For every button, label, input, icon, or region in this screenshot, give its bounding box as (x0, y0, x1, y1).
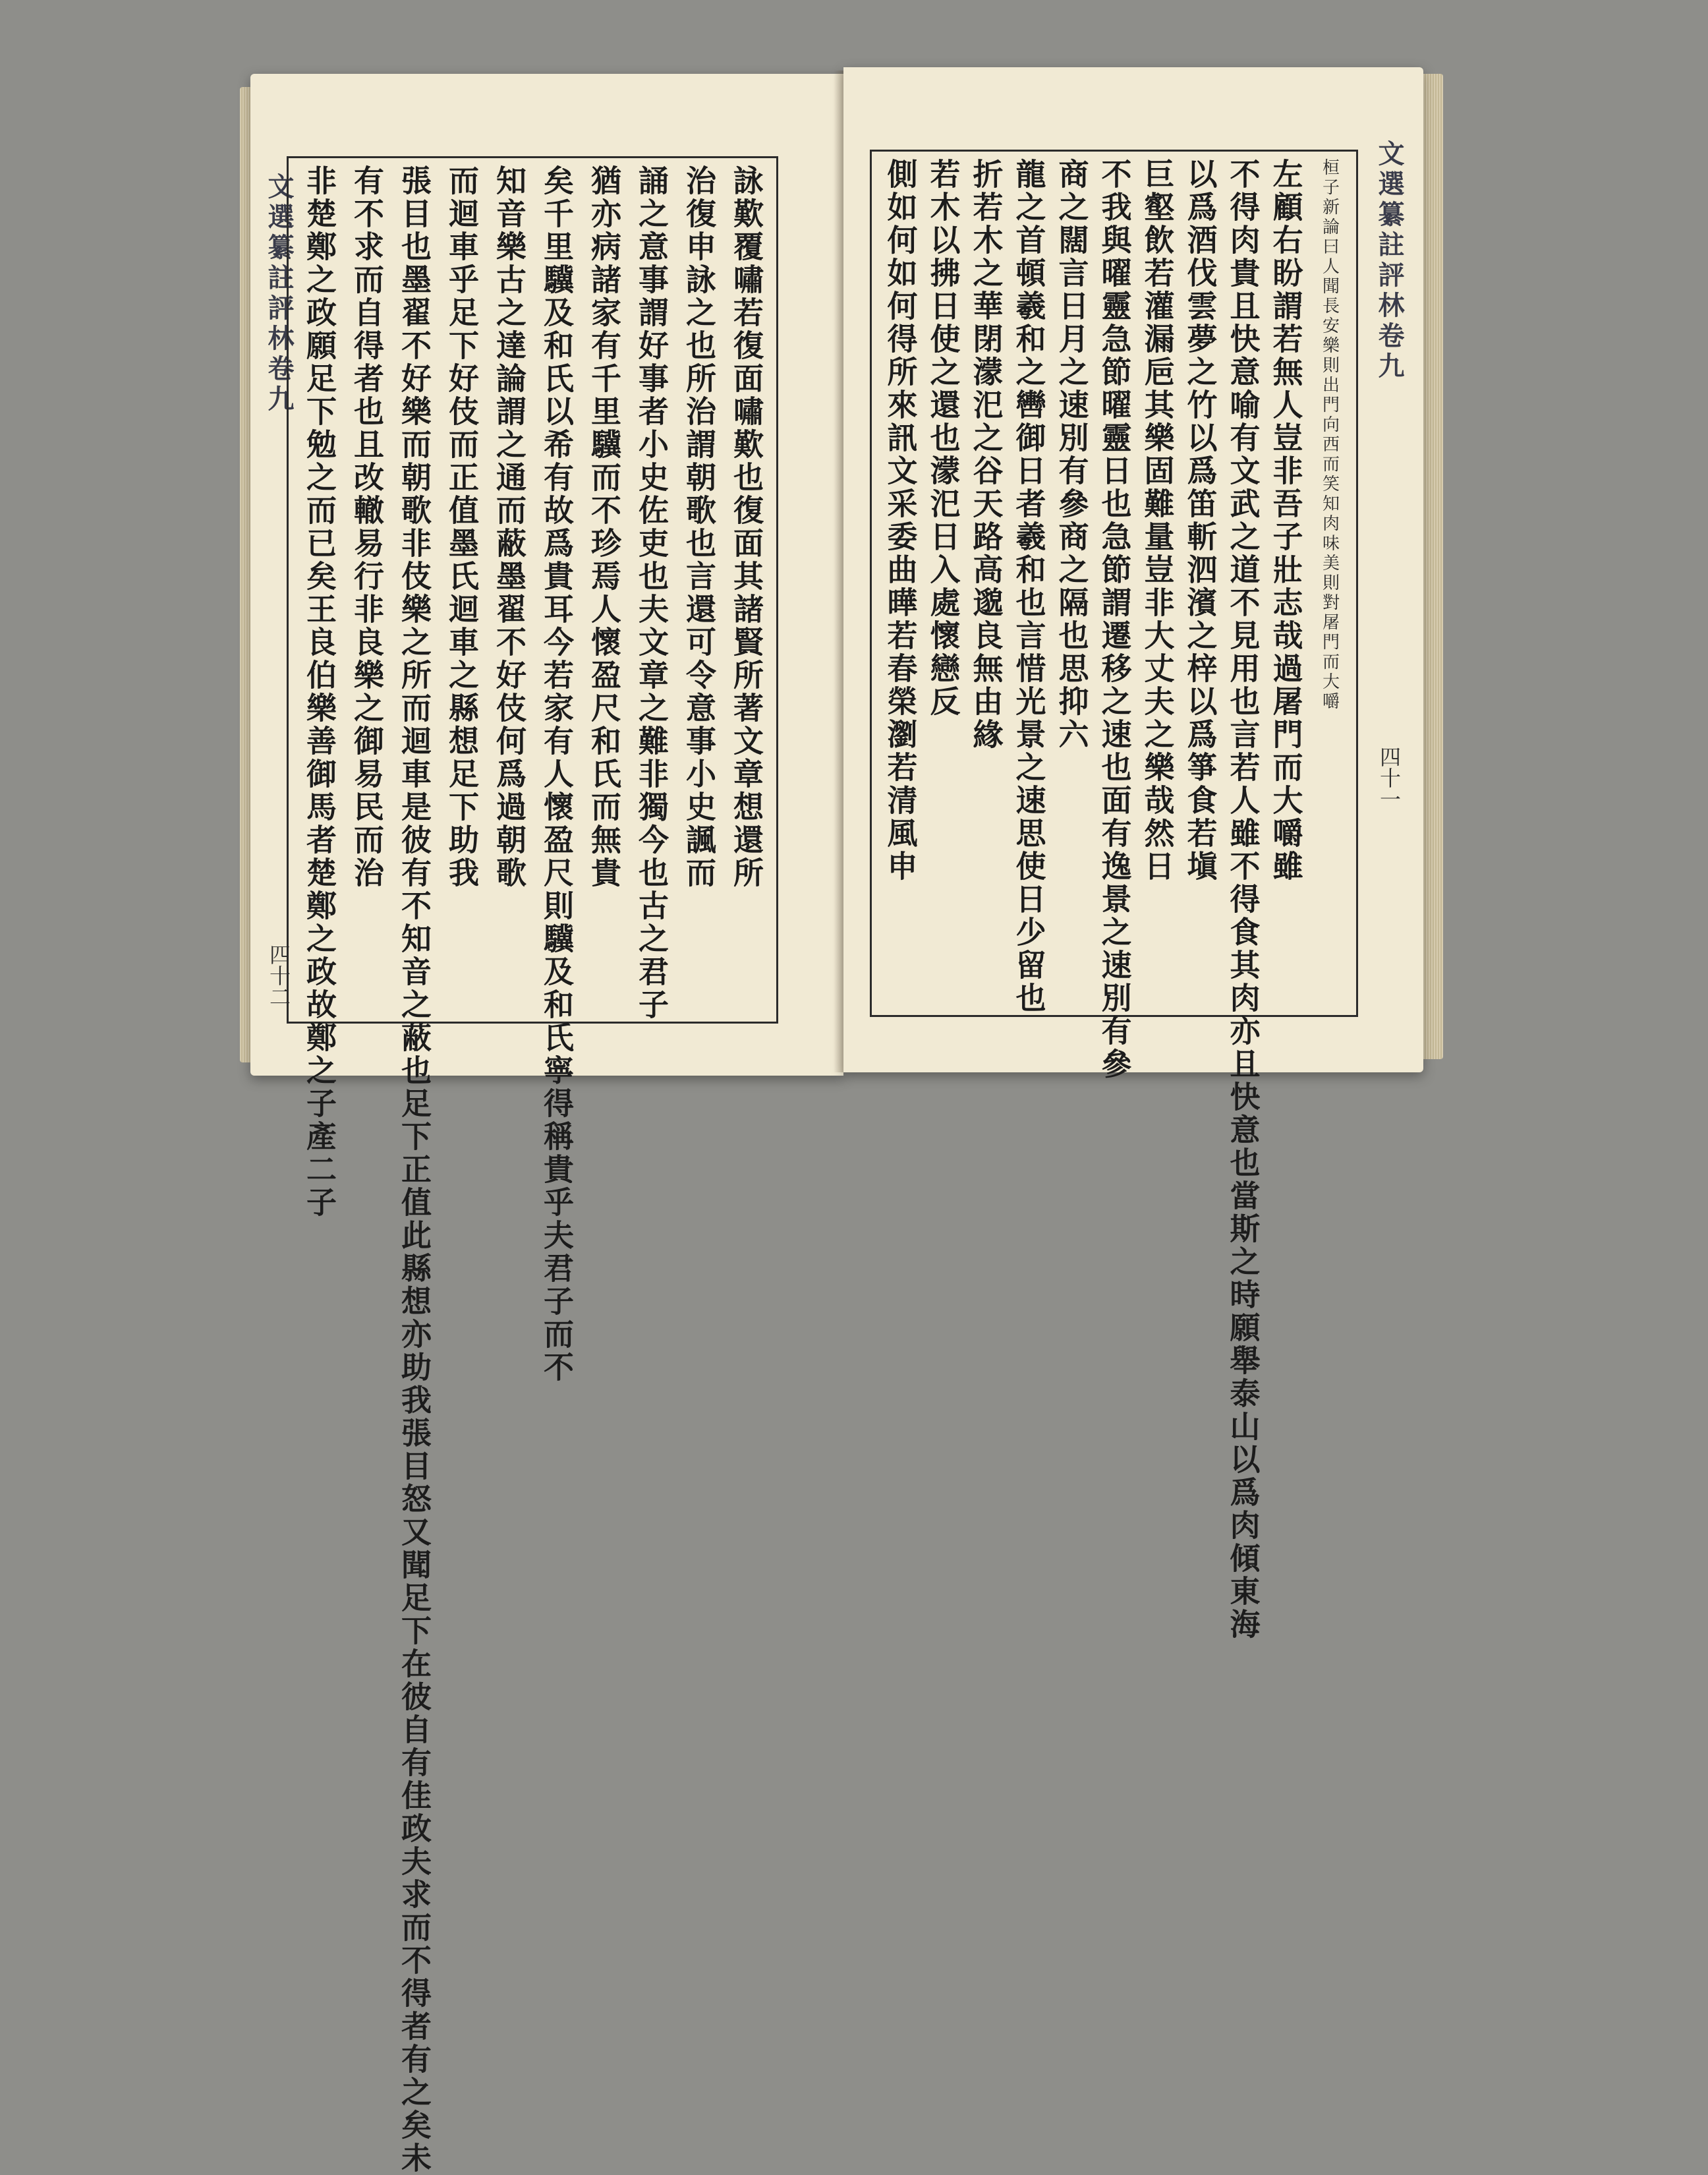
text-column: 張目也墨翟不好樂而朝歌非伎樂之所而迴車是彼有不知音之蔽也足下正值此縣想亦助我張目怒又聞足下在彼自有佳政夫求而不得者有之矣未 (397, 165, 432, 2175)
text-column: 誦之意事謂好事者小史佐吏也夫文章之難非獨今也古之君子 (634, 165, 669, 1022)
text-column: 巨壑飲若灌漏巵其樂固難量豈非大丈夫之樂哉然日 (1139, 158, 1176, 883)
text-column: 治復申詠之也所治謂朝歌也言還可令意事小史諷而 (681, 165, 717, 890)
text-column: 若木以拂日使之還也濛汜日入處懷戀反 (925, 158, 961, 718)
left-page (250, 74, 843, 2175)
left-margin-title: 文選纂註評林卷九 (264, 173, 295, 415)
right-folio: 四十一 (1377, 746, 1402, 809)
right-text-frame (870, 150, 1358, 1641)
text-column: 知音樂古之達論謂之通而蔽墨翟不好伎何爲過朝歌 (492, 165, 527, 890)
left-folio: 四十二 (266, 944, 291, 1007)
text-column: 商之闊言日月之速別有參商之隔也思抑六 (1054, 158, 1090, 751)
open-book (250, 61, 1456, 2175)
text-column: 猶亦病諸家有千里驥而不珍焉人懷盈尺和氏而無貴 (586, 165, 622, 890)
book-edge-right (1423, 74, 1443, 1059)
text-column: 不得肉貴且快意喻有文武之道不見用也言若人雖不得食其肉亦且快意也當斯之時願舉泰山以爲肉傾東海 (1225, 158, 1261, 1641)
right-page (843, 67, 1423, 1641)
text-column: 非楚鄭之政願足下勉之而已矣王良伯樂善御馬者楚鄭之政故鄭之子產二子 (302, 165, 337, 1219)
text-column: 以爲酒伐雲夢之竹以爲笛斬泗濱之梓以爲箏食若塡 (1182, 158, 1218, 883)
text-column: 不我與曜靈急節曜靈日也急節謂遷移之速也面有逸景之速別有參 (1096, 158, 1133, 1081)
left-text-frame (287, 156, 778, 2175)
text-column: 折若木之華閉濛汜之谷天路高邈良無由緣 (968, 158, 1004, 751)
text-column: 有不求而自得者也且改轍易行非良樂之御易民而治 (349, 165, 385, 890)
text-column: 詠歎覆嘯若復面嘯歎也復面其諸賢所著文章想還所 (729, 165, 764, 890)
text-column: 而迴車乎足下好伎而正值墨氏迴車之縣想足下助我 (444, 165, 480, 890)
right-margin-title: 文選纂註評林卷九 (1374, 140, 1405, 382)
text-column: 矣千里驥及和氏以希有故爲貴耳今若家有人懷盈尺則驥及和氏寧得稱貴乎夫君子而不 (539, 165, 575, 1384)
text-column: 左顧右盼謂若無人豈非吾子壯志哉過屠門而大嚼雖 (1268, 158, 1304, 883)
text-column: 桓子新論曰人聞長安樂則出門向西而笑知肉味美則對屠門而大嚼 (1319, 158, 1340, 712)
text-column: 側如何如何得所來訊文采委曲曄若春榮瀏若清風申 (882, 158, 919, 883)
text-column: 龍之首頓羲和之轡御日者羲和也言惜光景之速思使日少留也 (1011, 158, 1047, 1015)
